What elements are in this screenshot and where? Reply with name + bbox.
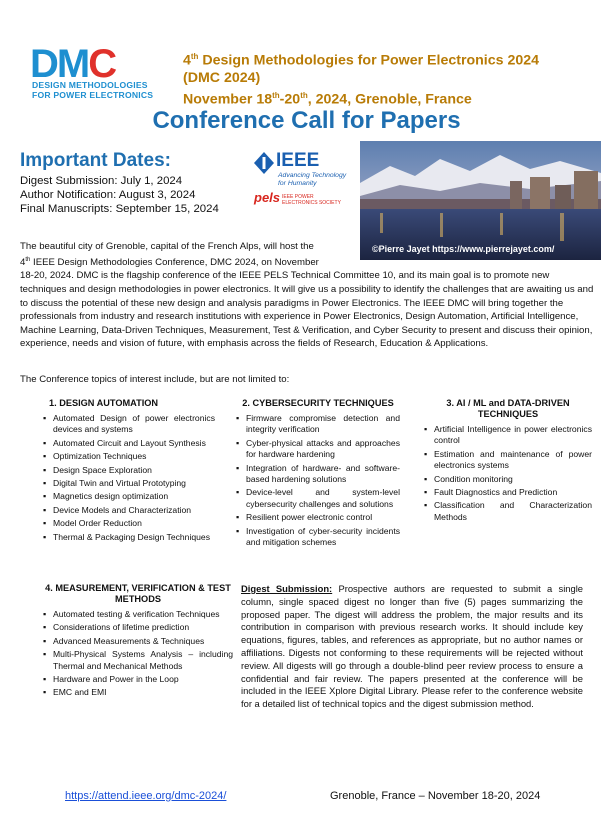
edition-suffix: th — [190, 52, 199, 61]
logo-subtitle-line2: FOR POWER ELECTRONICS — [32, 90, 154, 100]
edition-number: 4 — [183, 52, 191, 69]
list-item-text: ▪ Considerations of lifetime prediction — [53, 622, 190, 633]
topics-lead: The Conference topics of interest include, but are not limited to: — [20, 374, 290, 385]
topic-heading: 2. CYBERSECURITY TECHNIQUES — [242, 398, 394, 408]
title-line1: Design Methodologies for Power Electronics 2024 — [198, 52, 540, 69]
intro-body: 18-20, 2024. DMC is the flagship conference of the IEEE PELS Technical Committee 10, and its main goal is to promote new techniques and design methodologies in power electronics. It will give us a possibility to identify the challenges that are awaiting us and to discuss the potential of these new design and analysis paradigms in Power Electronics. The IEEE DMC will bring together the professionals from industry and research institutions with experience in Power Electronics, Design Automation, Artificial Intelligence, Machine Learning, Data-Driven Techniques, Measurement, Test & Verification, and Cyber Security to present and discuss their opinion, experience, needs and vision of future, with emphasis across the fields of Research, Education & Applications. — [20, 270, 594, 350]
list-item — [434, 449, 592, 472]
list-item — [434, 487, 592, 498]
list-item — [434, 424, 592, 447]
topic-list — [236, 413, 400, 548]
logo-letter-c: C — [88, 42, 116, 86]
list-item-text: ▪ EMC and EMI — [53, 687, 107, 698]
conference-title-line1 — [183, 48, 603, 70]
list-item — [53, 491, 215, 502]
list-item — [246, 438, 400, 461]
intro-edition-number: 4 — [20, 256, 26, 268]
digest-text: Prospective authors are requested to submit a single column, single spaced digest no longer than five (5) pages summarizing the proposed paper. The digest will address the problem, the major results and its contribution in comparison with previous research works. It should include key equations, figures, tables, and references as appropriate, but no author names or affiliations. Digests not conforming to these requirements will be rejected without review. All digests will go through a double-blind peer review process to ensure a confidential and fair review. The papers presented at the conference will be included in the IEEE Xplore Digital Library. Please refer to the conference website for a detailed list of technical topics and the digest submission method. — [241, 583, 583, 710]
dates-sup2: th — [300, 90, 308, 100]
list-item — [246, 463, 400, 486]
list-item-text: ▪ Optimization Techniques — [53, 451, 147, 462]
topic-heading: 4. MEASUREMENT, VERIFICATION & TEST METHODS — [45, 583, 231, 604]
photo-credit: ©Pierre Jayet https://www.pierrejayet.com/ — [372, 244, 555, 254]
pels-tagline1: IEEE POWER — [282, 194, 314, 200]
topic-column-ai-ml — [424, 398, 592, 525]
logo-subtitle-line1: DESIGN METHODOLOGIES — [32, 80, 148, 90]
list-item-text: ▪ Classification and Characterization Methods — [434, 500, 592, 522]
list-item — [53, 674, 233, 685]
conference-website-link[interactable]: https://attend.ieee.org/dmc-2024/ — [65, 790, 227, 802]
list-item — [53, 505, 215, 516]
pels-tagline2: ELECTRONICS SOCIETY — [282, 200, 341, 206]
logo-letter-d: D — [30, 42, 57, 86]
list-item — [53, 465, 215, 476]
intro-line2-rest: IEEE Design Methodologies Conference, DMC 2024, on November — [30, 256, 319, 268]
list-item-text: ▪ Thermal & Packaging Design Techniques — [53, 531, 211, 542]
dates-part3: , 2024, Grenoble, France — [307, 91, 472, 108]
list-item — [434, 474, 592, 485]
list-item-text: ▪ Estimation and maintenance of power electronics systems — [434, 448, 592, 471]
footer-location: Grenoble, France – November 18-20, 2024 — [330, 790, 541, 802]
list-item-text: ▪ Digital Twin and Virtual Prototyping — [53, 478, 186, 489]
topic-list — [43, 609, 233, 699]
conference-dates — [183, 87, 603, 109]
list-item-text: ▪ Artificial Intelligence in power electronics control — [434, 424, 592, 446]
pels-logo: pels — [254, 190, 281, 205]
pels-tagline — [282, 194, 341, 206]
list-item-text: ▪ Automated Design of power electronics devices and systems — [53, 413, 215, 435]
list-item-text: ▪ Model Order Reduction — [53, 518, 142, 529]
list-item-text: ▪ Firmware compromise detection and integrity verification — [246, 413, 400, 435]
logo-letter-m: M — [56, 42, 89, 86]
list-item — [246, 512, 400, 523]
date-author-notification: Author Notification: August 3, 2024 — [20, 189, 196, 201]
conference-title-line2: (DMC 2024) — [183, 69, 261, 86]
list-item-text: ▪ Advanced Measurements & Techniques — [53, 635, 205, 646]
dates-part1: November 18 — [183, 91, 273, 108]
dmc-logo — [30, 44, 175, 102]
topic-heading: 3. AI / ML and DATA-DRIVEN TECHNIQUES — [446, 398, 570, 419]
important-dates-title: Important Dates: — [20, 150, 171, 171]
digest-label: Digest Submission: — [241, 583, 333, 594]
date-digest-submission: Digest Submission: July 1, 2024 — [20, 175, 183, 187]
list-item — [53, 518, 215, 529]
intro-edition-suffix: th — [25, 256, 31, 263]
intro-line1: The beautiful city of Grenoble, capital of the French Alps, will host the — [20, 241, 314, 252]
topic-column-design-automation — [43, 398, 215, 545]
topic-column-measurement — [43, 583, 233, 701]
list-item-text: ▪ Condition monitoring — [434, 473, 513, 484]
ieee-logo: IEEE — [276, 150, 320, 171]
date-final-manuscripts: Final Manuscripts: September 15, 2024 — [20, 203, 219, 215]
list-item-text: ▪ Design Space Exploration — [53, 464, 152, 475]
dmc-logo-letters — [30, 44, 115, 84]
list-item-text: ▪ Hardware and Power in the Loop — [53, 674, 179, 685]
list-item — [53, 438, 215, 449]
list-item-text: ▪ Automated testing & verification Techniques — [53, 609, 220, 619]
dmc-logo-subtitle — [32, 80, 153, 100]
ieee-tagline1: Advancing Technology — [278, 172, 347, 179]
list-item — [53, 649, 233, 672]
list-item — [246, 487, 400, 510]
list-item — [53, 622, 233, 633]
topic-list — [424, 424, 592, 523]
list-item — [53, 478, 215, 489]
list-item-text: ▪ Magnetics design optimization — [53, 491, 169, 502]
intro-paragraph — [20, 240, 598, 351]
list-item — [434, 500, 592, 523]
list-item — [53, 413, 215, 436]
list-item-text: ▪ Resilient power electronic control — [246, 512, 373, 523]
list-item — [246, 526, 400, 549]
intro-line2 — [20, 254, 345, 270]
topic-heading: 1. DESIGN AUTOMATION — [49, 398, 159, 408]
dates-part2: -20 — [279, 91, 301, 108]
list-item — [53, 609, 233, 620]
ieee-tagline2: for Humanity — [278, 180, 317, 187]
list-item-text: ▪ Cyber-physical attacks and approaches for hardware hardening — [246, 437, 400, 460]
list-item — [53, 636, 233, 647]
list-item-text: ▪ Integration of hardware- and software-based hardening solutions — [246, 462, 400, 485]
ieee-tagline — [278, 172, 346, 188]
conference-title — [183, 48, 603, 108]
list-item-text: ▪ Investigation of cyber-security incidents and mitigation schemes — [246, 525, 400, 548]
list-item-text: ▪ Multi-Physical Systems Analysis – including Thermal and Mechanical Methods — [53, 649, 233, 671]
list-item-text: ▪ Device Models and Characterization — [53, 504, 192, 515]
list-item-text: ▪ Fault Diagnostics and Prediction — [434, 487, 558, 498]
list-item — [53, 532, 215, 543]
list-item — [53, 687, 233, 698]
dates-sup1: th — [272, 90, 280, 100]
topic-list — [43, 413, 215, 543]
list-item — [246, 413, 400, 436]
ieee-diamond-icon — [254, 152, 274, 174]
digest-submission-paragraph — [241, 583, 583, 711]
list-item-text: ▪ Device-level and system-level cybersecurity challenges and solutions — [246, 487, 400, 509]
list-item — [53, 451, 215, 462]
topic-column-cybersecurity — [236, 398, 400, 550]
call-for-papers-title: Conference Call for Papers — [152, 107, 461, 134]
sponsor-logos — [250, 150, 350, 230]
list-item-text: ▪ Automated Circuit and Layout Synthesis — [53, 437, 206, 448]
